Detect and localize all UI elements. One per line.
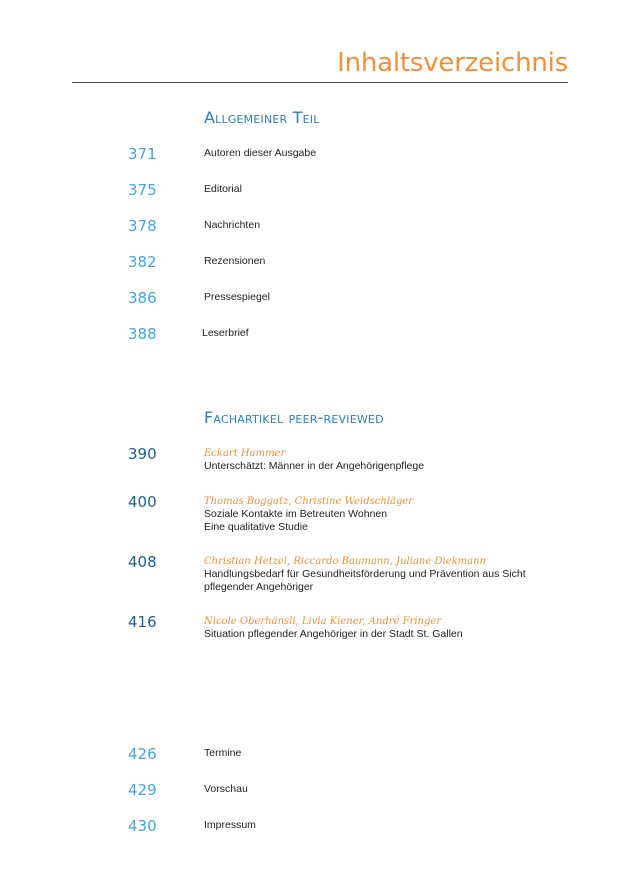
- entry-title: Leserbrief: [202, 327, 249, 339]
- page-number: 382: [128, 253, 157, 271]
- section-heading-general: Allgemeiner Teil: [204, 108, 320, 127]
- page-number: 378: [128, 217, 157, 235]
- entry-authors: Thomas Boggatz, Christine Weidschläger: [204, 496, 414, 507]
- entry-title: Editorial: [204, 183, 242, 195]
- entry-title: Impressum: [204, 819, 256, 831]
- page-number: 408: [128, 553, 157, 571]
- entry-title: Pressespiegel: [204, 291, 270, 303]
- entry-title: Vorschau: [204, 783, 248, 795]
- entry-title: Handlungsbedarf für Gesundheitsförderung und Prävention aus Sicht: [204, 568, 526, 580]
- entry-title: Nachrichten: [204, 219, 261, 231]
- entry-title: Rezensionen: [204, 255, 266, 267]
- entry-title: Autoren dieser Ausgabe: [204, 147, 317, 159]
- entry-title: Soziale Kontakte im Betreuten Wohnen: [204, 508, 388, 520]
- entry-title: Unterschätzt: Männer in der Angehörigenpflege: [204, 460, 425, 472]
- page-number: 388: [128, 325, 157, 343]
- page-number: 390: [128, 445, 157, 463]
- entry-authors: Eckart Hammer: [204, 448, 286, 459]
- page-number: 429: [128, 781, 157, 799]
- entry-authors: Nicole Oberhänsli, Livia Kiener, André Fringer: [204, 616, 442, 627]
- page-title: Inhaltsverzeichnis: [337, 48, 568, 78]
- page-number: 430: [128, 817, 157, 835]
- page-number: 416: [128, 613, 157, 631]
- entry-authors: Christian Hetzel, Riccardo Baumann, Juliane Diekmann: [204, 556, 486, 567]
- page-number: 386: [128, 289, 157, 307]
- page-number: 375: [128, 181, 157, 199]
- section-heading-peer-reviewed: Fachartikel peer-reviewed: [204, 408, 384, 427]
- entry-title: Situation pflegender Angehöriger in der Stadt St. Gallen: [204, 628, 463, 640]
- entry-title-continued: pflegender Angehöriger: [204, 581, 314, 593]
- title-rule: [72, 82, 568, 83]
- page-number: 426: [128, 745, 157, 763]
- entry-title: Termine: [204, 747, 242, 759]
- page-number: 400: [128, 493, 157, 511]
- entry-subtitle: Eine qualitative Studie: [204, 521, 308, 533]
- page-number: 371: [128, 145, 157, 163]
